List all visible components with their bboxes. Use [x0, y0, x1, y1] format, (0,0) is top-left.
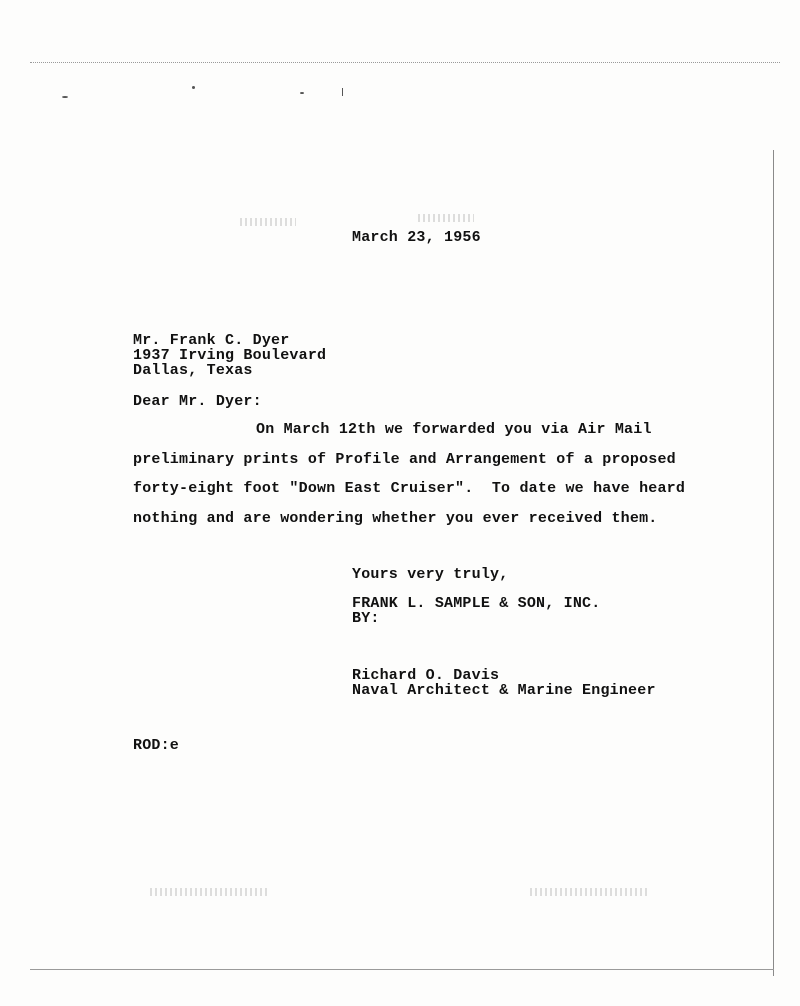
page-edge-top — [30, 62, 780, 63]
page-edge-bottom — [30, 969, 774, 970]
closing: Yours very truly, — [352, 566, 509, 583]
signer-name: Richard O. Davis — [352, 667, 500, 684]
paper-speck — [192, 86, 195, 89]
body-line: On March 12th we forwarded you via Air Mail — [256, 421, 652, 438]
paper-smudge — [150, 888, 270, 896]
paper-smudge — [240, 218, 296, 226]
reference-initials: ROD:e — [133, 737, 180, 754]
paper-speck — [342, 88, 343, 96]
letter-date: March 23, 1956 — [352, 229, 481, 246]
body-line: forty-eight foot "Down East Cruiser". To date we have heard — [133, 480, 686, 497]
salutation: Dear Mr. Dyer: — [133, 393, 262, 410]
paper-speck — [62, 96, 68, 98]
page-edge-right — [773, 150, 774, 976]
body-line: nothing and are wondering whether you ever received them. — [133, 510, 658, 527]
paper-smudge — [418, 214, 474, 222]
by-label: BY: — [352, 610, 380, 627]
recipient-city: Dallas, Texas — [133, 362, 253, 379]
paper-smudge — [530, 888, 648, 896]
paper-speck — [300, 92, 304, 94]
body-line: preliminary prints of Profile and Arrangement of a proposed — [133, 451, 676, 468]
signer-title: Naval Architect & Marine Engineer — [352, 682, 656, 699]
recipient-street: 1937 Irving Boulevard — [133, 347, 327, 364]
recipient-name: Mr. Frank C. Dyer — [133, 332, 290, 349]
company-name: FRANK L. SAMPLE & SON, INC. — [352, 595, 601, 612]
